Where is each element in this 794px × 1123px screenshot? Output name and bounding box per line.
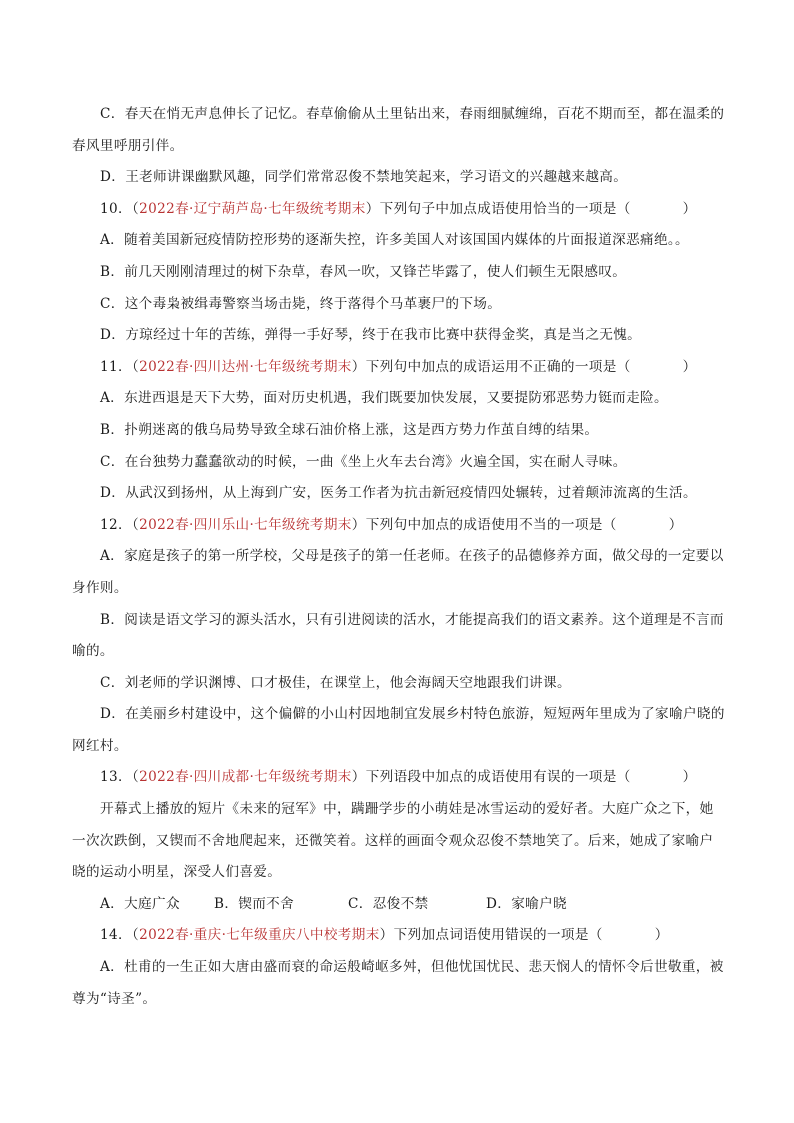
q12-option-a-cont: 身作则。 xyxy=(72,579,128,596)
q13-option-c: C．忍俊不禁 xyxy=(348,895,429,912)
q12-option-d: D．在美丽乡村建设中，这个偏僻的小山村因地制宜发展乡村特色旅游，短短两年里成为了家喻户晓的 xyxy=(100,706,725,723)
question-text: ）下列句子中加点成语使用恰当的一项是（ xyxy=(365,200,631,217)
q12-option-b-cont: 喻的。 xyxy=(72,643,114,660)
q10-option-a: A．随着美国新冠疫情防控形势的逐渐失控，许多美国人对该国国内媒体的片面报道深恶痛绝。。 xyxy=(100,232,690,249)
question-number: 11．（ xyxy=(100,358,140,375)
q13-option-a: A．大庭广众 xyxy=(100,895,180,912)
question-text: ）下列加点词语使用错误的一项是（ xyxy=(379,927,603,944)
question-number: 10．（ xyxy=(100,200,140,217)
q10-option-b: B．前几天刚刚清理过的树下杂草，春风一吹，又锋芒毕露了，使人们顿生无限感叹。 xyxy=(100,263,627,280)
q10-option-c: C．这个毒枭被缉毒警察当场击毙，终于落得个马革裹尸的下场。 xyxy=(100,295,502,312)
q9-option-c-cont: 春风里呼朋引伴。 xyxy=(72,137,184,154)
question-number: 12．（ xyxy=(100,516,140,533)
bracket-close: ） xyxy=(654,927,669,944)
source-tag: 2022春·四川乐山·七年级统考期末 xyxy=(139,516,352,533)
q12-option-d-cont: 网红村。 xyxy=(72,737,128,754)
bracket-close: ） xyxy=(668,516,683,533)
source-tag: 2022春·重庆·七年级重庆八中校考期末 xyxy=(139,927,380,944)
question-11-stem xyxy=(72,352,724,384)
source-tag: 2022春·四川达州·七年级统考期末 xyxy=(139,358,352,375)
q13-option-d: D．家喻户晓 xyxy=(486,895,567,912)
bracket-close: ） xyxy=(682,200,697,217)
source-tag: 2022春·辽宁葫芦岛·七年级统考期末 xyxy=(139,200,366,217)
q9-option-d: D．王老师讲课幽默风趣，同学们常常忍俊不禁地笑起来，学习语文的兴趣越来越高。 xyxy=(100,169,628,186)
question-14-stem xyxy=(72,920,724,952)
q11-option-c: C．在台独势力蠢蠢欲动的时候，一曲《坐上火车去台湾》火遍全国，实在耐人寻味。 xyxy=(100,453,627,470)
q13-passage-cont: 晓的运动小明星，深受人们喜爱。 xyxy=(72,864,282,881)
source-tag: 2022春·四川成都·七年级统考期末 xyxy=(139,769,352,786)
q11-option-b: B．扑朔迷离的俄乌局势导致全球石油价格上涨，这是西方势力作茧自缚的结果。 xyxy=(100,421,599,438)
q13-option-b: B．锲而不舍 xyxy=(214,895,295,912)
question-12-stem xyxy=(72,510,724,542)
page-content xyxy=(72,99,724,1015)
q13-passage: 开幕式上播放的短片《未来的冠军》中，蹒跚学步的小萌娃是冰雪运动的爱好者。大庭广众之下，她 xyxy=(100,801,714,818)
question-13-stem xyxy=(72,762,724,794)
q11-option-d: D．从武汉到扬州，从上海到广安，医务工作者为抗击新冠疫情四处辗转，过着颠沛流离的生活。 xyxy=(100,485,697,502)
question-10-stem xyxy=(72,194,724,226)
q12-option-b: B．阅读是语文学习的源头活水，只有引进阅读的活水，才能提高我们的语文素养。这个道理是不言而 xyxy=(100,611,724,628)
q12-option-a: A．家庭是孩子的第一所学校，父母是孩子的第一任老师。在孩子的品德修养方面，做父母的一定要以 xyxy=(100,548,724,565)
question-text: ）下列句中加点的成语使用不当的一项是（ xyxy=(351,516,617,533)
question-text: ）下列语段中加点的成语使用有误的一项是（ xyxy=(351,769,631,786)
q9-option-c: C．春天在悄无声息伸长了记忆。春草偷偷从土里钻出来，春雨细腻缠绵，百花不期而至，都在温柔的 xyxy=(100,106,725,122)
bracket-close: ） xyxy=(682,358,697,375)
q11-option-a: A．东进西退是天下大势，面对历史机遇，我们既要加快发展，又要提防邪恶势力铤而走险。 xyxy=(100,390,668,407)
question-number: 13．（ xyxy=(100,769,140,786)
q13-options xyxy=(72,889,724,921)
q10-option-d: D．方琼经过十年的苦练，弹得一手好琴，终于在我市比赛中获得金奖，真是当之无愧。 xyxy=(100,327,642,344)
question-number: 14．（ xyxy=(100,927,140,944)
q14-option-a-cont: 尊为“诗圣”。 xyxy=(72,990,157,1007)
question-text: ）下列句中加点的成语运用不正确的一项是（ xyxy=(351,358,631,375)
q12-option-c: C．刘老师的学识渊博、口才极佳，在课堂上，他会海阔天空地跟我们讲课。 xyxy=(100,674,571,691)
bracket-close: ） xyxy=(682,769,697,786)
q13-passage-cont: 一次次跌倒，又锲而不舍地爬起来，还微笑着。这样的画面令观众忍俊不禁地笑了。后来，她成了家喻户 xyxy=(72,832,714,849)
q14-option-a: A．杜甫的一生正如大唐由盛而衰的命运般崎岖多舛，但他忧国忧民、悲天悯人的情怀令后世敬重，被 xyxy=(100,959,724,976)
